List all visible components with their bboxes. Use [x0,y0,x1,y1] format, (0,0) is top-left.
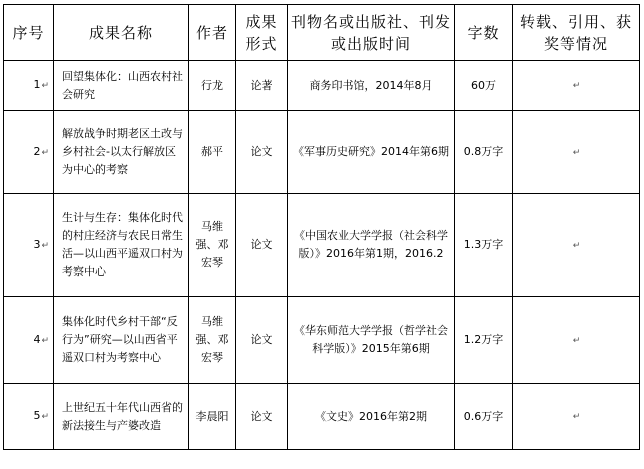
table-row [4,111,640,194]
cell-title: 集体化时代乡村干部“反行为”研究—以山西省平遥双口村为考察中心 [54,297,189,384]
header-publisher: 刊物名或出版社、刊发或出版时间 [288,5,455,61]
cell-words: 0.8万字 [455,111,513,194]
paragraph-mark-icon: ↵ [572,81,581,91]
paragraph-mark-icon: ↵ [572,335,581,346]
cell-no: 4↵ [4,297,54,384]
cell-author: 行龙 [189,61,236,111]
cell-publisher: 《华东师范大学学报（哲学社会科学版）》2015年第6期 [288,297,455,384]
header-words: 字数 [455,5,513,61]
cell-words: 0.6万字 [455,384,513,450]
header-note: 转载、引用、获奖等情况 [513,5,640,61]
cell-publisher: 《军事历史研究》2014年第6期 [288,111,455,194]
achievements-table [3,4,640,450]
cell-no: 2↵ [4,111,54,194]
cell-title: 回望集体化：山西农村社会研究 [54,61,189,111]
cell-form: 论文 [236,384,288,450]
header-row [4,5,640,61]
cell-form: 论文 [236,194,288,297]
cell-publisher: 商务印书馆，2014年8月 [288,61,455,111]
cell-publisher: 《文史》2016年第2期 [288,384,455,450]
cell-title: 上世纪五十年代山西省的新法接生与产婆改造 [54,384,189,450]
paragraph-mark-icon: ↵ [572,412,581,422]
cell-note [513,384,640,450]
paragraph-mark-icon: ↵ [41,81,49,91]
cell-words: 1.3万字 [455,194,513,297]
cell-no: 3↵ [4,194,54,297]
paragraph-mark-icon: ↵ [572,147,581,158]
header-title: 成果名称 [54,5,189,61]
cell-no: 5↵ [4,384,54,450]
header-no: 序号 [4,5,54,61]
cell-author: 李晨阳 [189,384,236,450]
paragraph-mark-icon: ↵ [41,147,49,158]
cell-words: 60万 [455,61,513,111]
cell-title: 解放战争时期老区土改与乡村社会-以太行解放区为中心的考察 [54,111,189,194]
cell-note [513,297,640,384]
table-row [4,384,640,450]
cell-author: 马维强、邓宏琴 [189,194,236,297]
cell-note [513,194,640,297]
cell-publisher: 《中国农业大学学报（社会科学版）》2016年第1期，2016.2 [288,194,455,297]
paragraph-mark-icon: ↵ [41,335,49,346]
cell-author: 郝平 [189,111,236,194]
paragraph-mark-icon: ↵ [41,412,49,422]
cell-author: 马维强、邓宏琴 [189,297,236,384]
cell-title: 生计与生存：集体化时代的村庄经济与农民日常生活—以山西平遥双口村为考察中心 [54,194,189,297]
header-form: 成果形式 [236,5,288,61]
paragraph-mark-icon: ↵ [572,240,581,251]
table-row [4,61,640,111]
header-author: 作者 [189,5,236,61]
table-row [4,194,640,297]
cell-form: 论文 [236,111,288,194]
cell-form: 论文 [236,297,288,384]
cell-note [513,111,640,194]
cell-no: 1↵ [4,61,54,111]
cell-form: 论著 [236,61,288,111]
table-row [4,297,640,384]
paragraph-mark-icon: ↵ [41,240,49,251]
cell-note [513,61,640,111]
cell-words: 1.2万字 [455,297,513,384]
